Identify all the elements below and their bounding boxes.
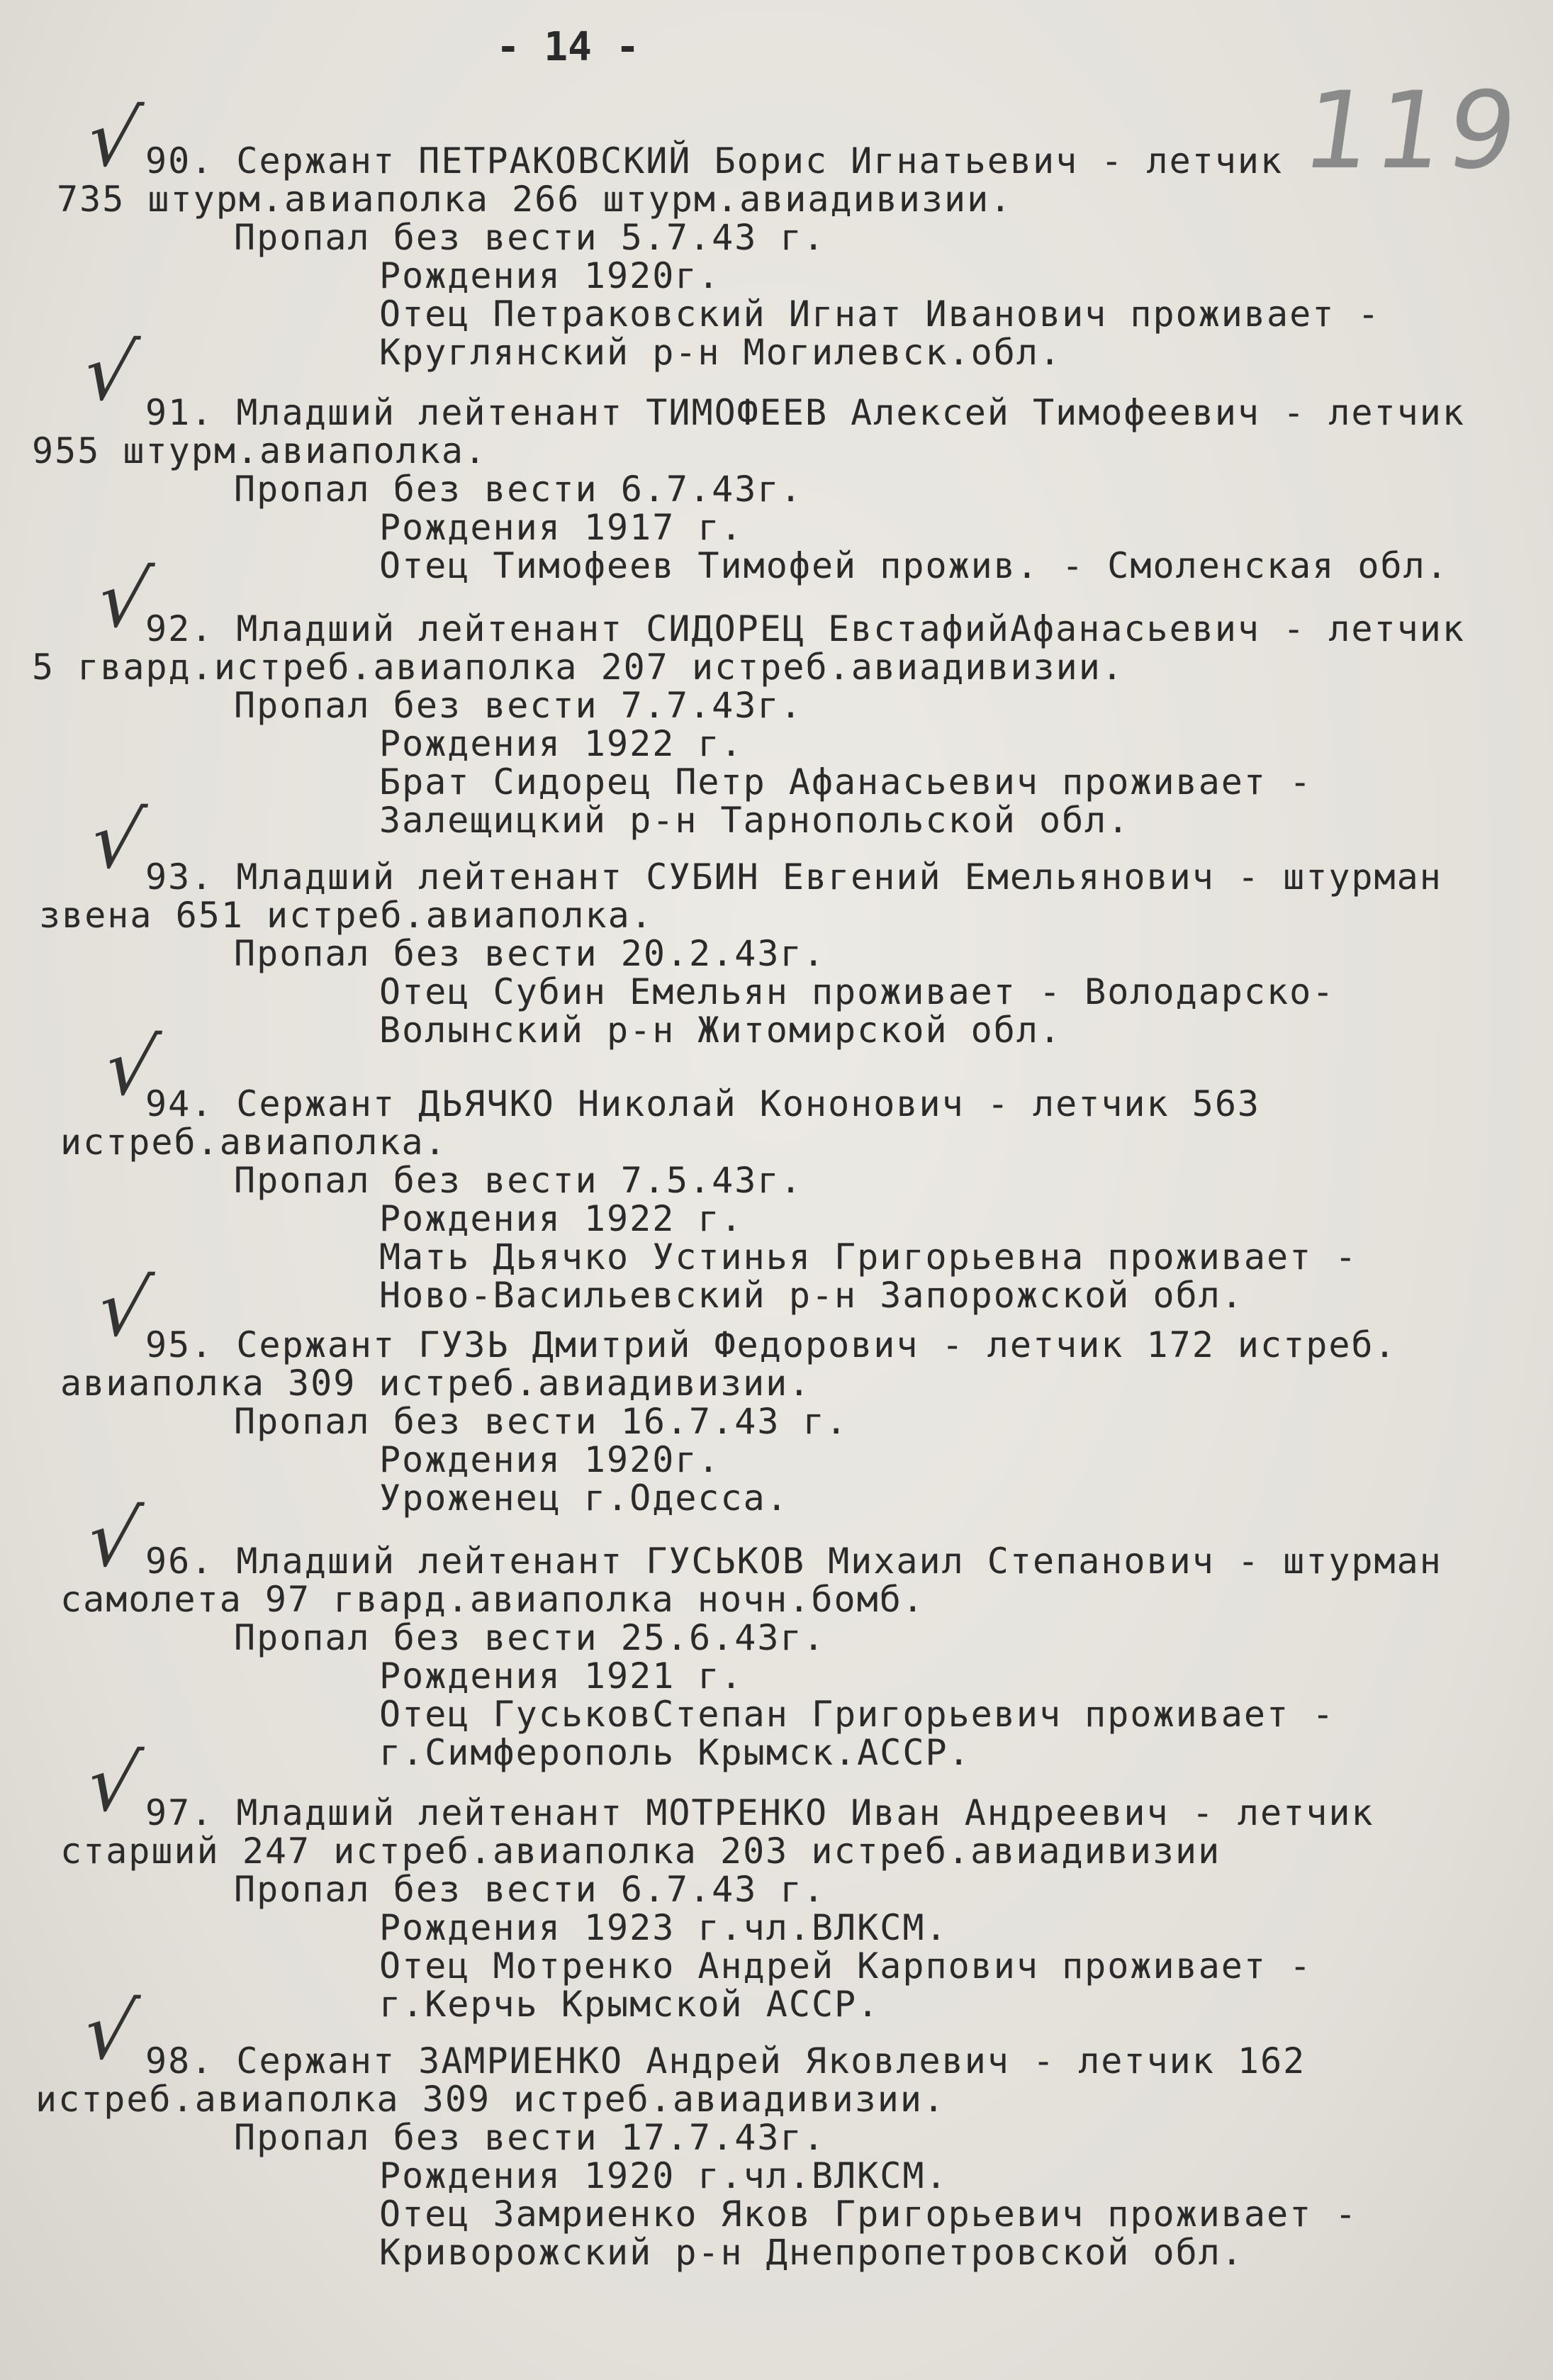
- entry-line: Волынский р-н Житомирской обл.: [379, 1010, 1063, 1051]
- checkmark-icon: √: [80, 1738, 147, 1828]
- checkmark-icon: √: [80, 93, 147, 184]
- entry-line: Рождения 1922 г.: [379, 1198, 744, 1239]
- entry-line: Брат Сидорец Петр Афанасьевич проживает -: [379, 761, 1313, 803]
- checkmark-icon: √: [91, 554, 157, 644]
- entry-line: Пропал без вести 5.7.43 г.: [234, 217, 826, 258]
- entry-line: Рождения 1923 г.чл.ВЛКСМ.: [379, 1907, 948, 1948]
- entry-heading: 90. Сержант ПЕТРАКОВСКИЙ Борис Игнатьевич - летчик: [145, 140, 1284, 181]
- entry-line: Пропал без вести 16.7.43 г.: [234, 1401, 848, 1442]
- entry-line: Уроженец г.Одесса.: [379, 1477, 789, 1519]
- entry-heading: 97. Младший лейтенант МОТРЕНКО Иван Андреевич - летчик: [145, 1792, 1374, 1833]
- checkmark-icon: √: [98, 1022, 164, 1112]
- entry-line: самолета 97 гвард.авиаполка ночн.бомб.: [60, 1579, 925, 1620]
- page-number: - 14 -: [496, 24, 640, 70]
- entry-line: 735 штурм.авиаполка 266 штурм.авиадивизии.: [57, 179, 1013, 220]
- entry-heading: 95. Сержант ГУЗЬ Дмитрий Федорович - летчик 172 истреб.: [145, 1324, 1397, 1365]
- entry-line: г.Керчь Крымской АССР.: [379, 1984, 880, 2025]
- entry-line: Криворожский р-н Днепропетровской обл.: [379, 2232, 1244, 2273]
- checkmark-icon: √: [77, 327, 143, 418]
- entry-line: 955 штурм.авиаполка.: [32, 430, 488, 471]
- entry-line: Рождения 1917 г.: [379, 507, 744, 548]
- entry-line: Мать Дьячко Устинья Григорьевна проживает -: [379, 1236, 1358, 1278]
- entry-line: Отец Тимофеев Тимофей прожив. - Смоленская обл.: [379, 545, 1449, 586]
- entry-line: Рождения 1920г.: [379, 255, 721, 296]
- checkmark-icon: √: [77, 1986, 143, 2077]
- entry-line: г.Симферополь Крымск.АССР.: [379, 1732, 971, 1773]
- entry-line: Пропал без вести 6.7.43г.: [234, 469, 803, 510]
- entry-line: Отец Петраковский Игнат Иванович проживает -: [379, 294, 1381, 335]
- entry-line: Рождения 1920 г.чл.ВЛКСМ.: [379, 2155, 948, 2196]
- checkmark-icon: √: [91, 1263, 157, 1353]
- entry-line: Пропал без вести 25.6.43г.: [234, 1617, 826, 1658]
- entry-heading: 96. Младший лейтенант ГУСЬКОВ Михаил Степанович - штурман: [145, 1541, 1442, 1582]
- entry-line: Отец Субин Емельян проживает - Володарско-: [379, 971, 1335, 1012]
- entry-line: авиаполка 309 истреб.авиадивизии.: [60, 1363, 812, 1404]
- entry-line: Отец ГуськовСтепан Григорьевич проживает -: [379, 1694, 1335, 1735]
- checkmark-icon: √: [80, 1493, 147, 1584]
- archive-page-number: 119: [1295, 69, 1529, 193]
- entry-heading: 92. Младший лейтенант СИДОРЕЦ ЕвстафийАфанасьевич - летчик: [145, 608, 1465, 649]
- entry-line: истреб.авиаполка 309 истреб.авиадивизии.: [35, 2079, 946, 2120]
- entry-line: 5 гвард.истреб.авиаполка 207 истреб.авиадивизии.: [32, 647, 1124, 688]
- entry-line: старший 247 истреб.авиаполка 203 истреб.авиадивизии: [60, 1831, 1221, 1872]
- entry-line: звена 651 истреб.авиаполка.: [39, 895, 654, 936]
- checkmark-icon: √: [84, 795, 150, 885]
- entry-line: Отец Замриенко Яков Григорьевич проживает -: [379, 2194, 1358, 2235]
- entry-line: Залещицкий р-н Тарнопольской обл.: [379, 800, 1131, 841]
- entry-heading: 93. Младший лейтенант СУБИН Евгений Емельянович - штурман: [145, 856, 1442, 898]
- entry-heading: 98. Сержант ЗАМРИЕНКО Андрей Яковлевич - летчик 162: [145, 2040, 1306, 2082]
- entry-line: Круглянский р-н Могилевск.обл.: [379, 332, 1063, 373]
- entry-line: Отец Мотренко Андрей Карпович проживает -: [379, 1945, 1313, 1987]
- entry-line: Пропал без вести 20.2.43г.: [234, 933, 826, 974]
- entry-line: Ново-Васильевский р-н Запорожской обл.: [379, 1275, 1244, 1316]
- entry-line: Пропал без вести 6.7.43 г.: [234, 1869, 826, 1910]
- entry-line: Рождения 1921 г.: [379, 1655, 744, 1697]
- entry-line: Рождения 1920г.: [379, 1439, 721, 1480]
- entry-line: Пропал без вести 17.7.43г.: [234, 2117, 826, 2158]
- entry-line: Пропал без вести 7.5.43г.: [234, 1160, 803, 1201]
- entry-heading: 91. Младший лейтенант ТИМОФЕЕВ Алексей Тимофеевич - летчик: [145, 392, 1465, 433]
- entry-heading: 94. Сержант ДЬЯЧКО Николай Кононович - летчик 563: [145, 1083, 1261, 1124]
- entry-line: Пропал без вести 7.7.43г.: [234, 685, 803, 726]
- entry-line: Рождения 1922 г.: [379, 723, 744, 764]
- entry-line: истреб.авиаполка.: [60, 1122, 447, 1163]
